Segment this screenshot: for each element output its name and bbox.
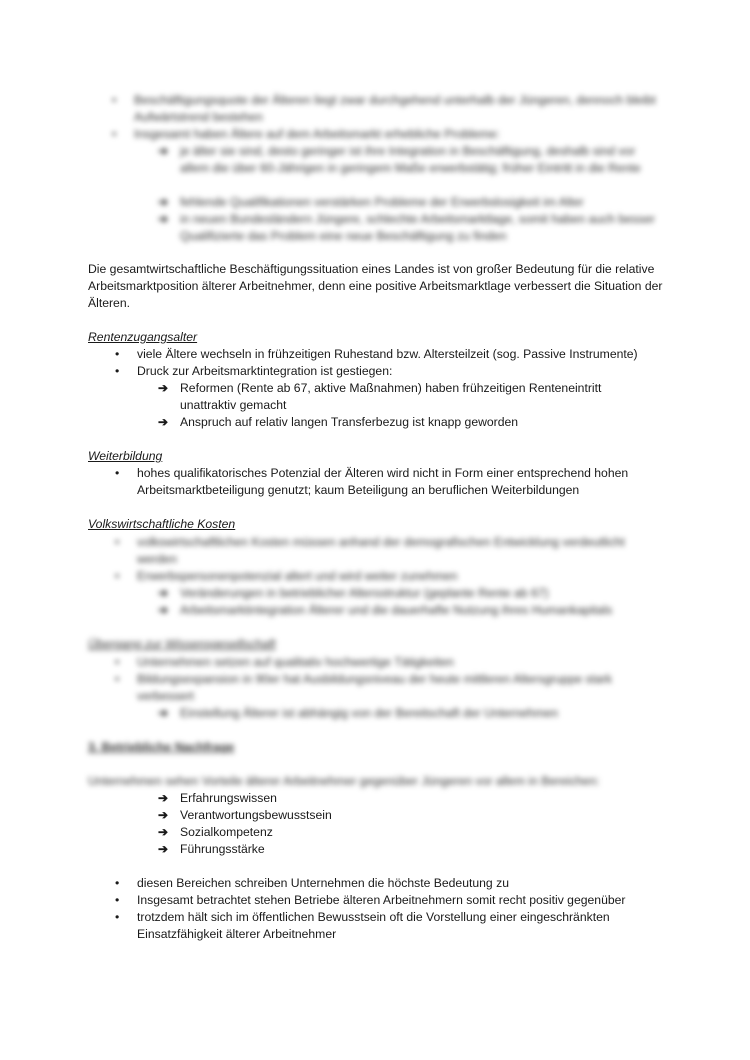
bullet-marker: • — [115, 876, 120, 890]
bullet-marker: • — [115, 910, 120, 924]
list-item — [115, 346, 695, 363]
arrow-text: Sozialkompetenz — [180, 825, 273, 839]
blurred-arrow — [158, 602, 658, 619]
section-heading-weiterbildung: Weiterbildung — [88, 449, 163, 463]
list-item — [115, 875, 675, 892]
list-item — [115, 363, 695, 380]
arrow-item — [158, 841, 558, 858]
list-item — [115, 909, 675, 943]
bullet-marker: • — [115, 672, 120, 686]
blurred-arrow-3 — [158, 211, 658, 245]
section-heading-betriebliche-nachfrage: 3. Betriebliche Nachfrage — [88, 740, 235, 754]
arrow-text: je älter sie sind, desto geringer ist ihre Integration in Beschäftigung, deshalb sind vor allem die über 60-Jährigen in geringem Maße erwerbstätig; früher Eintritt in die Rente — [180, 144, 641, 175]
arrow-text: fehlende Qualifikationen verstärken Probleme der Erwerbslosigkeit im Alter — [180, 195, 584, 209]
bullet-text: viele Ältere wechseln in frühzeitigen Ruhestand bzw. Altersteilzeit (sog. Passive Instrumente) — [137, 347, 638, 361]
section-heading-volkswirtschaftliche-kosten: Volkswirtschaftliche Kosten — [88, 517, 236, 531]
bullet-text: trotzdem hält sich im öffentlichen Bewusstsein oft die Vorstellung einer eingeschränkten Einsatzfähigkeit älterer Arbeitnehmer — [137, 910, 610, 941]
arrow-marker: ➔ — [158, 603, 169, 617]
bullet-marker: • — [115, 364, 120, 378]
arrow-marker: ➔ — [158, 808, 169, 822]
arrow-item — [158, 414, 638, 431]
blurred-bullet — [115, 534, 660, 568]
bullet-text: hohes qualifikatorisches Potenzial der Älteren wird nicht in Form einer entsprechend hohen Arbeitsmarktbeteiligung genutzt; kaum Beteiligung an beruflichen Weiterbildungen — [137, 466, 629, 497]
arrow-marker: ➔ — [158, 842, 169, 856]
arrow-item — [158, 380, 638, 414]
bullet-marker: • — [112, 127, 117, 141]
arrow-marker: ➔ — [158, 144, 169, 158]
blurred-arrow-1 — [158, 143, 658, 177]
blurred-arrow — [158, 585, 658, 602]
arrow-text: Reformen (Rente ab 67, aktive Maßnahmen) haben frühzeitigen Renteneintritt unattraktiv gemacht — [180, 381, 602, 412]
arrow-marker: ➔ — [158, 586, 169, 600]
intro-paragraph: Die gesamtwirtschaftliche Beschäftigungssituation eines Landes ist von großer Bedeutung für die relative Arbeitsmarktposition älterer Arbeitnehmer, denn eine positive Arbeitsmarktlage verbessert die Situation der Älteren. — [88, 262, 663, 310]
arrow-item — [158, 807, 558, 824]
list-item — [115, 465, 675, 499]
arrow-text: Führungsstärke — [180, 842, 265, 856]
blurred-intro: Unternehmen sehen Vorteile älterer Arbeitnehmer gegenüber Jüngeren vor allem in Bereichen: — [88, 774, 600, 788]
list-item — [115, 892, 675, 909]
arrow-text: Verantwortungsbewusstsein — [180, 808, 332, 822]
section-heading-wissensgesellschaft: Übergang zur Wissensgesellschaft — [88, 637, 276, 651]
bullet-text: Insgesamt betrachtet stehen Betriebe älteren Arbeitnehmern somit recht positiv gegenüber — [137, 893, 626, 907]
bullet-text: diesen Bereichen schreiben Unternehmen die höchste Bedeutung zu — [137, 876, 509, 890]
arrow-text: Arbeitsmarktintegration Älterer und die dauerhafte Nutzung ihres Humankapitals — [180, 603, 613, 617]
arrow-marker: ➔ — [158, 381, 169, 395]
bullet-text: Beschäftigungsquote der Älteren liegt zwar durchgehend unterhalb der Jüngeren, dennoch bleibt Aufwärtstrend bestehen — [134, 93, 656, 124]
arrow-marker: ➔ — [158, 706, 169, 720]
arrow-item — [158, 824, 558, 841]
section-heading-rentenzugangsalter: Rentenzugangsalter — [88, 330, 198, 344]
bullet-marker: • — [115, 893, 120, 907]
blurred-bullet-1 — [112, 92, 657, 126]
arrow-marker: ➔ — [158, 415, 169, 429]
bullet-text: volkswirtschaftlichen Kosten müssen anhand der demografischen Entwicklung verdeutlicht werden — [137, 535, 625, 566]
bullet-marker: • — [115, 466, 120, 480]
arrow-marker: ➔ — [158, 212, 169, 226]
arrow-marker: ➔ — [158, 791, 169, 805]
blurred-bullet — [115, 568, 660, 585]
arrow-marker: ➔ — [158, 195, 169, 209]
arrow-text: Veränderungen in betrieblicher Altersstruktur (geplante Rente ab 67) — [180, 586, 549, 600]
bullet-text: Insgesamt haben Ältere auf dem Arbeitsmarkt erhebliche Probleme: — [134, 127, 500, 141]
bullet-text: Erwerbspersonenpotenzial altert und wird weiter zunehmen — [137, 569, 458, 583]
blurred-arrow — [158, 705, 658, 722]
bullet-marker: • — [115, 535, 120, 549]
blurred-arrow-2 — [158, 194, 658, 211]
bullet-marker: • — [112, 93, 117, 107]
arrow-marker: ➔ — [158, 825, 169, 839]
bullet-marker: • — [115, 347, 120, 361]
bullet-marker: • — [115, 655, 120, 669]
arrow-text: Anspruch auf relativ langen Transferbezug ist knapp geworden — [180, 415, 519, 429]
blurred-bullet — [115, 671, 660, 705]
bullet-text: Unternehmen setzen auf qualitativ hochwertige Tätigkeiten — [137, 655, 454, 669]
arrow-text: Erfahrungswissen — [180, 791, 277, 805]
arrow-text: in neuen Bundesländern Jüngere, schlechte Arbeitsmarktlage, somit haben auch besser Qualifizierte das Problem eine neue Beschäftigung zu finden — [180, 212, 655, 243]
arrow-item — [158, 790, 558, 807]
bullet-text: Druck zur Arbeitsmarktintegration ist gestiegen: — [137, 364, 393, 378]
blurred-bullet — [115, 654, 660, 671]
bullet-marker: • — [115, 569, 120, 583]
blurred-bullet-2 — [112, 126, 657, 143]
bullet-text: Bildungsexpansion in 90er hat Ausbildungsniveau der heute mittleren Altersgruppe stark verbessert — [137, 672, 612, 703]
arrow-text: Einstellung Älterer ist abhängig von der Bereitschaft der Unternehmen — [180, 706, 559, 720]
